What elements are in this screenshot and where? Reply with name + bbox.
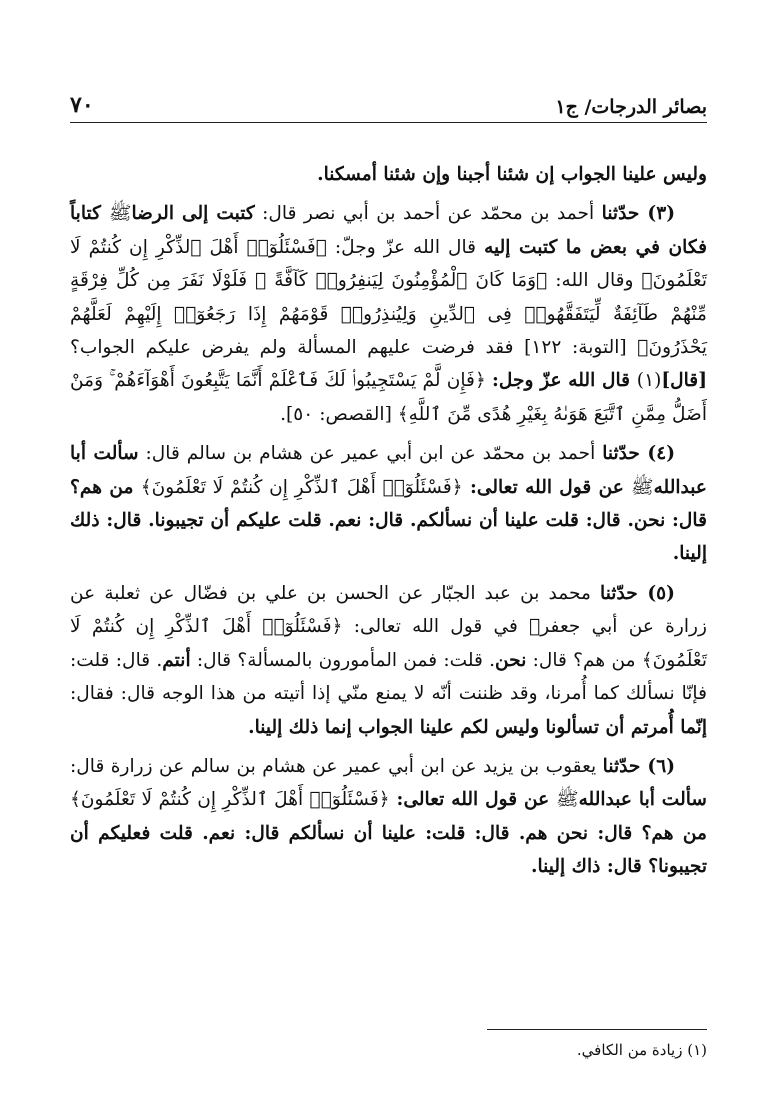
bold-text: قال الله عزّ وجل: <box>492 370 637 392</box>
running-title: بصائر الدرجات/ ج١ <box>555 96 707 118</box>
text-run: ﷺ <box>529 616 541 638</box>
text-run: أحمد بن محمّد عن أحمد بن أبي نصر قال: <box>254 203 602 225</box>
text-run: ﷺ <box>108 203 132 225</box>
text-run: ﴿فَسْئَلُوٓا۟ أَهْلَ ٱلذِّكْرِ إِن كُنتُمْ لَا تَعْلَمُونَ﴾ <box>140 476 463 498</box>
bold-text: إنّما أُمرتم أن تسألونا وليس لكم علينا الجواب إنما ذلك إلينا. <box>248 716 707 738</box>
paragraph <box>70 577 707 744</box>
page-number: ٧٠ <box>70 92 94 118</box>
bold-text: كتاباً فكان في بعض ما كتبت إليه <box>70 203 707 258</box>
bold-text: [قال] <box>661 370 707 392</box>
paragraph <box>70 158 707 191</box>
text-run: أحمد بن محمّد عن ابن أبي عمير عن هشام بن سالم قال: <box>138 443 603 465</box>
text-run: ﴿فَإِن لَّمْ يَسْتَجِيبُوا۟ لَكَ فَٱعْلَمْ أَنَّمَا يَتَّبِعُونَ أَهْوَآءَهُمْ ۚ وَمَنْ أَضَلُّ مِمَّنِ ٱتَّبَعَ هَوَىٰهُ بِغَيْرِ هُدًى مِّنَ ٱللَّهِ﴾ [القصص: ٥٠]. <box>70 370 707 425</box>
paragraph <box>70 437 707 571</box>
bold-text: عن قول الله تعالى: <box>462 476 632 498</box>
footnote: (١) زيادة من الكافي. <box>576 1041 707 1059</box>
text-run: ﷺ <box>631 476 654 498</box>
bold-text: من هم؟ قال: نحن هم. قال: قلت: علينا أن نسألكم قال: نعم. قلت فعليكم أن تجيبونا؟ قال: ذاك إلينا. <box>70 822 707 878</box>
bold-text: كتبت إلى الرضا <box>131 203 255 225</box>
bold-text: نحن <box>495 649 527 671</box>
bold-text: سألت أبا عبدالله <box>70 443 708 498</box>
bold-text: سألت أبا عبدالله <box>578 789 707 811</box>
bold-text: (٦) حدّثنا <box>602 755 675 777</box>
bold-text: وليس علينا الجواب إن شئنا أجبنا وإن شئنا أمسكنا. <box>317 164 707 185</box>
footnote-rule <box>487 1029 707 1030</box>
text-run: . قال: قلت: فإنّا نسألك كما أُمرنا، وقد ظننت أنّه لا يمنع منّي إذا أتيته من هذا الوجه قال: فقال: <box>70 649 707 705</box>
text-run: يعقوب بن يزيد عن ابن أبي عمير عن هشام بن سالم عن زرارة قال: <box>70 755 603 777</box>
bold-text: عن قول الله تعالى: <box>389 789 557 811</box>
bold-text: من هم؟ قال: نحن. قال: قلت علينا أن نسألكم. قال: نعم. قلت عليكم أن تجيبونا. قال: ذلك إلينا. <box>70 476 707 565</box>
paragraph <box>70 197 707 431</box>
bold-text: (٤) حدّثنا <box>602 443 675 465</box>
text-run: ﷺ <box>556 789 579 811</box>
text-run: محمد بن عبد الجبّار عن الحسن بن علي بن فضّال عن ثعلبة عن زرارة عن أبي جعفر <box>70 582 707 638</box>
bold-text: (٣) حدّثنا <box>601 203 675 225</box>
header-rule <box>70 122 707 123</box>
text-run: (١) <box>636 370 662 392</box>
page-header <box>70 78 707 118</box>
main-text <box>70 158 707 890</box>
paragraph <box>70 750 707 884</box>
text-run: ﴿فَسْئَلُوٓا۟ أَهْلَ ٱلذِّكْرِ إِن كُنتُمْ لَا تَعْلَمُونَ﴾ <box>70 789 390 811</box>
text-run: . قلت: فمن المأمورون بالمسألة؟ قال: <box>190 649 496 671</box>
text-run: في قول الله تعالى: ﴿فَسْئَلُوٓا۟ أَهْلَ ٱلذِّكْرِ إِن كُنتُمْ لَا تَعْلَمُونَ﴾ من هم؟ قال: <box>70 616 707 671</box>
bold-text: (٥) حدّثنا <box>600 582 675 604</box>
text-run: قال الله عزّ وجلّ: ﴿فَسْئَلُوٓا۟ أَهْلَ ٱلذِّكْرِ إِن كُنتُمْ لَا تَعْلَمُونَ﴾ وقال الله: ﴿وَمَا كَانَ ٱلْمُؤْمِنُونَ لِيَنفِرُوا۟ كَآفَّةً ۚ فَلَوْلَا نَفَرَ مِن كُلِّ فِرْقَةٍ مِّنْهُمْ طَآئِفَةٌ لِّيَتَفَقَّهُوا۟ فِى ٱلدِّينِ وَلِيُنذِرُوا۟ قَوْمَهُمْ إِذَا رَجَعُوٓا۟ إِلَيْهِمْ لَعَلَّهُمْ يَحْذَرُونَ﴾ [التوبة: ١٢٢] فقد فرضت عليهم المسألة ولم يفرض عليكم الجواب؟ <box>70 236 707 359</box>
bold-text: أنتم <box>162 649 191 671</box>
